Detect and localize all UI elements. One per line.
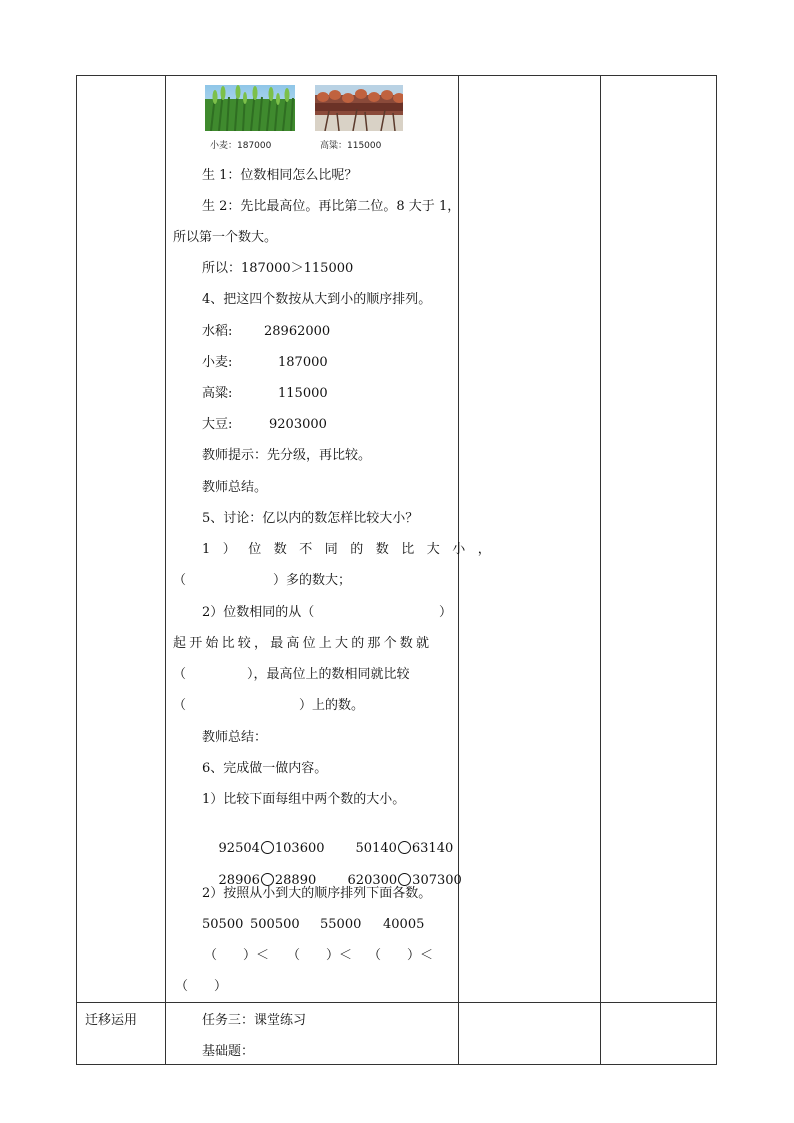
step-5-discussion: 5、讨论：亿以内的数怎样比较大小？	[202, 511, 419, 526]
crop-rice-label: 水稻:	[202, 324, 233, 339]
sorghum-photo	[315, 85, 403, 131]
number-4: 40005	[383, 917, 425, 932]
teacher-summary-2: 教师总结：	[202, 730, 268, 745]
comparison-result: 所以：187000＞115000	[202, 261, 354, 276]
student-2-answer: 生 2：先比最高位。再比第二位。8 大于 1，	[202, 199, 461, 214]
compare-1-right: 103600	[274, 841, 325, 856]
exercise-1-heading: 1）比较下面每组中两个数的大小。	[202, 792, 406, 807]
rule-1: 1）位数不同的数比大小，	[202, 542, 504, 557]
compare-2-left: 50140	[355, 841, 397, 856]
compare-2-right: 63140	[411, 841, 454, 856]
order-blank-4: （ ）	[175, 979, 228, 994]
lesson-table	[76, 75, 717, 1065]
crop-soybean-label: 大豆:	[202, 417, 233, 432]
column-divider	[165, 76, 166, 1064]
student-1-question: 生 1：位数相同怎么比呢？	[202, 168, 358, 183]
column-divider	[458, 76, 459, 1064]
step-4-heading: 4、把这四个数按从大到小的顺序排列。	[202, 292, 432, 307]
rule-1-blank-open: （	[173, 573, 187, 588]
wheat-photo	[205, 85, 295, 131]
rule-2-blank-close: ）	[439, 605, 453, 620]
step-6-heading: 6、完成做一做内容。	[202, 761, 328, 776]
comparison-circle-icon[interactable]	[261, 841, 274, 854]
rule-2: 2）位数相同的从（	[202, 605, 315, 620]
crop-sorghum-value: 115000	[278, 386, 328, 401]
order-blank-1: （ ）＜	[204, 948, 270, 963]
column-divider	[600, 76, 601, 1064]
exercise-2-heading: 2）按照从小到大的顺序排列下面各数。	[202, 886, 432, 901]
wheat-caption: 小麦：187000	[210, 141, 272, 151]
number-1: 50500	[202, 917, 244, 932]
row-divider	[77, 1002, 716, 1003]
crop-wheat-value: 187000	[278, 355, 328, 370]
rule-2-blank3-open: （	[173, 698, 187, 713]
teacher-hint: 教师提示：先分级，再比较。	[202, 448, 372, 463]
crop-rice-value: 28962000	[264, 324, 331, 339]
rule-2-blank2-close: ），最高位上的数相同就比较	[247, 667, 410, 682]
rule-2-blank2-open: （	[173, 667, 187, 682]
section-label: 迁移运用	[85, 1013, 138, 1028]
number-3: 55000	[320, 917, 362, 932]
order-blank-2: （ ）＜	[287, 948, 353, 963]
crop-wheat-label: 小麦:	[202, 355, 233, 370]
compare-4-left: 620300	[347, 873, 398, 888]
comparison-circle-icon[interactable]	[398, 841, 411, 854]
number-2: 500500	[250, 917, 300, 932]
task-three-heading: 任务三：课堂练习	[202, 1013, 307, 1028]
crop-sorghum-label: 高粱:	[202, 386, 233, 401]
basic-questions-heading: 基础题：	[202, 1044, 255, 1059]
answer-continuation: 所以第一个数大。	[173, 230, 278, 245]
teacher-summary: 教师总结。	[202, 480, 268, 495]
compare-1-left: 92504	[218, 841, 260, 856]
order-blank-3: （ ）＜	[368, 948, 434, 963]
compare-3-left: 28906	[218, 873, 260, 888]
rule-2-blank3-close: ）上的数。	[299, 698, 365, 713]
crop-soybean-value: 9203000	[269, 417, 327, 432]
rule-1-blank-close: ）多的数大；	[273, 573, 352, 588]
rule-2-continuation: 起开始比较，最高位上大的那个数就	[173, 636, 433, 651]
compare-3-right: 28890	[274, 873, 317, 888]
sorghum-caption: 高粱：115000	[320, 141, 382, 151]
compare-4-right: 307300	[412, 873, 462, 888]
